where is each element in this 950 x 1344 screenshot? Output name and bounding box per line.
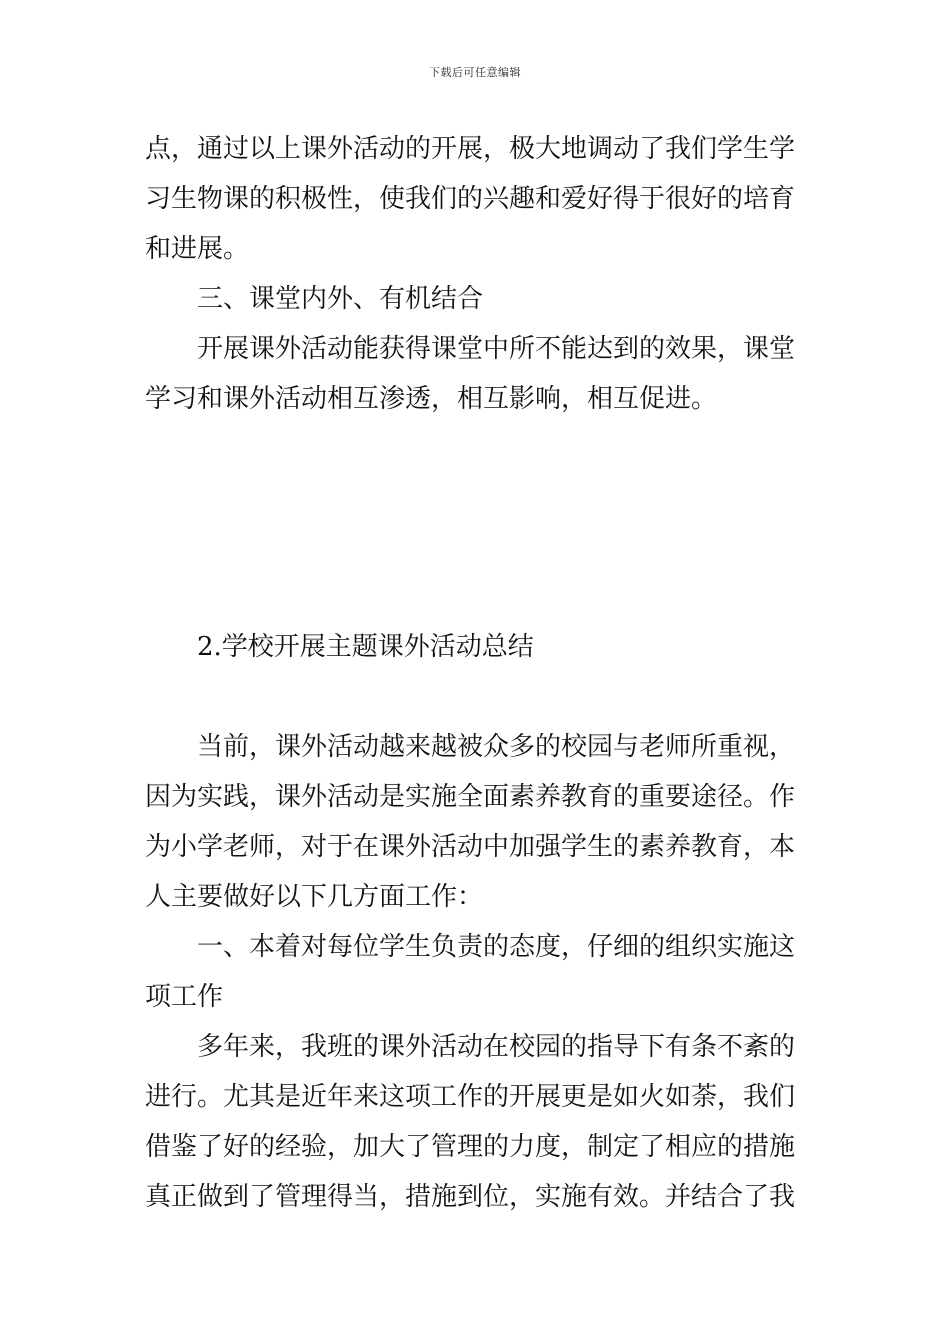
text-line: 项工作 [145, 982, 224, 1012]
article-body [145, 722, 807, 1222]
article-title-block [145, 622, 807, 672]
text-line: 真正做到了管理得当，措施到位，实施有效。并结合了我 [145, 1182, 796, 1212]
text-line: 点，通过以上课外活动的开展，极大地调动了我们学生学 [145, 134, 796, 164]
text-line: 因为实践，课外活动是实施全面素养教育的重要途径。作 [145, 782, 796, 812]
section-continued-text [145, 124, 807, 424]
text-line: 进行。尤其是近年来这项工作的开展更是如火如荼，我们 [145, 1082, 796, 1112]
article-title: 2.学校开展主题课外活动总结 [197, 632, 534, 662]
text-line: 学习和课外活动相互渗透，相互影响，相互促进。 [145, 384, 718, 414]
page-header-note: 下载后可任意编辑 [429, 66, 521, 79]
text-line: 为小学老师，对于在课外活动中加强学生的素养教育，本 [145, 832, 796, 862]
section-heading: 三、课堂内外、有机结合 [197, 284, 484, 314]
text-line: 开展课外活动能获得课堂中所不能达到的效果，课堂 [197, 334, 796, 364]
text-line: 当前，课外活动越来越被众多的校园与老师所重视， [197, 732, 796, 762]
text-line: 和进展。 [145, 234, 250, 264]
text-line: 多年来，我班的课外活动在校园的指导下有条不紊的 [197, 1032, 796, 1062]
text-line: 习生物课的积极性，使我们的兴趣和爱好得于很好的培育 [145, 184, 796, 214]
text-line: 人主要做好以下几方面工作： [145, 882, 484, 912]
text-line: 借鉴了好的经验，加大了管理的力度，制定了相应的措施 [145, 1132, 796, 1162]
section-heading: 一、本着对每位学生负责的态度，仔细的组织实施这 [197, 932, 796, 962]
